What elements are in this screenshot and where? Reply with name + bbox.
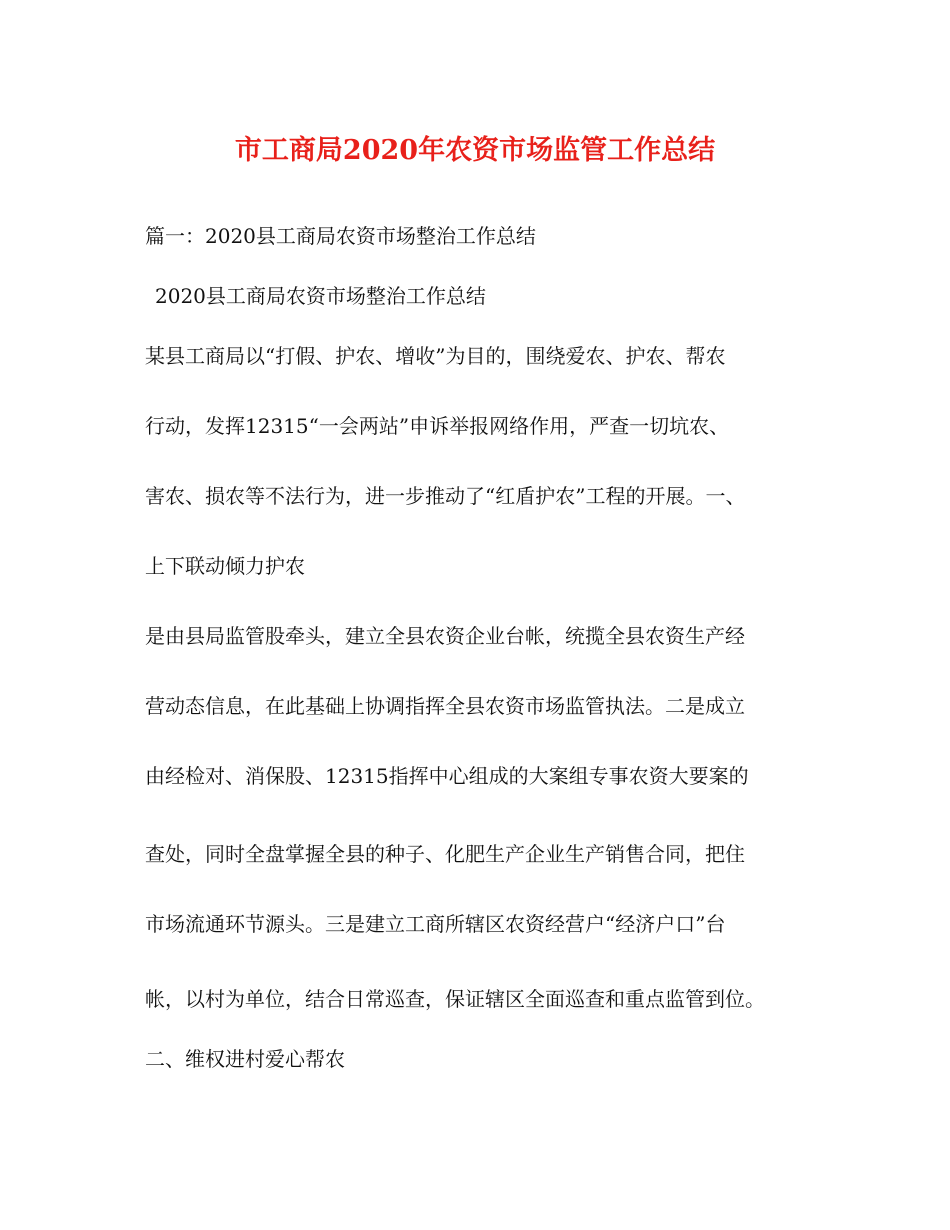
paragraph-line: 行动，发挥12315“一会两站”申诉举报网络作用，严查一切坑农、 bbox=[145, 414, 730, 438]
paragraph-line: 由经检对、消保股、12315指挥中心组成的大案组专事农资大要案的 bbox=[145, 764, 749, 788]
paragraph-line: 市场流通环节源头。三是建立工商所辖区农资经营户“经济户口”台 bbox=[145, 912, 726, 936]
paragraph-line: 害农、损农等不法行为，进一步推动了“红盾护农”工程的开展。一、 bbox=[145, 484, 746, 508]
paragraph-line: 是由县局监管股牵头，建立全县农资企业台帐，统揽全县农资生产经 bbox=[145, 624, 745, 648]
section-heading: 二、维权进村爱心帮农 bbox=[145, 1047, 345, 1071]
paragraph-line: 上下联动倾力护农 bbox=[145, 554, 305, 578]
paragraph-line: 某县工商局以“打假、护农、增收”为目的，围绕爱农、护农、帮农 bbox=[145, 344, 726, 368]
paragraph-line: 帐，以村为单位，结合日常巡查，保证辖区全面巡查和重点监管到位。 bbox=[145, 987, 765, 1011]
section-heading: 篇一：2020县工商局农资市场整治工作总结 bbox=[145, 224, 536, 248]
subsection-heading: 2020县工商局农资市场整治工作总结 bbox=[155, 284, 486, 308]
paragraph-line: 营动态信息，在此基础上协调指挥全县农资市场监管执法。二是成立 bbox=[145, 694, 745, 718]
document-title: 市工商局2020年农资市场监管工作总结 bbox=[234, 135, 716, 166]
paragraph-line: 查处，同时全盘掌握全县的种子、化肥生产企业生产销售合同，把住 bbox=[145, 842, 745, 866]
